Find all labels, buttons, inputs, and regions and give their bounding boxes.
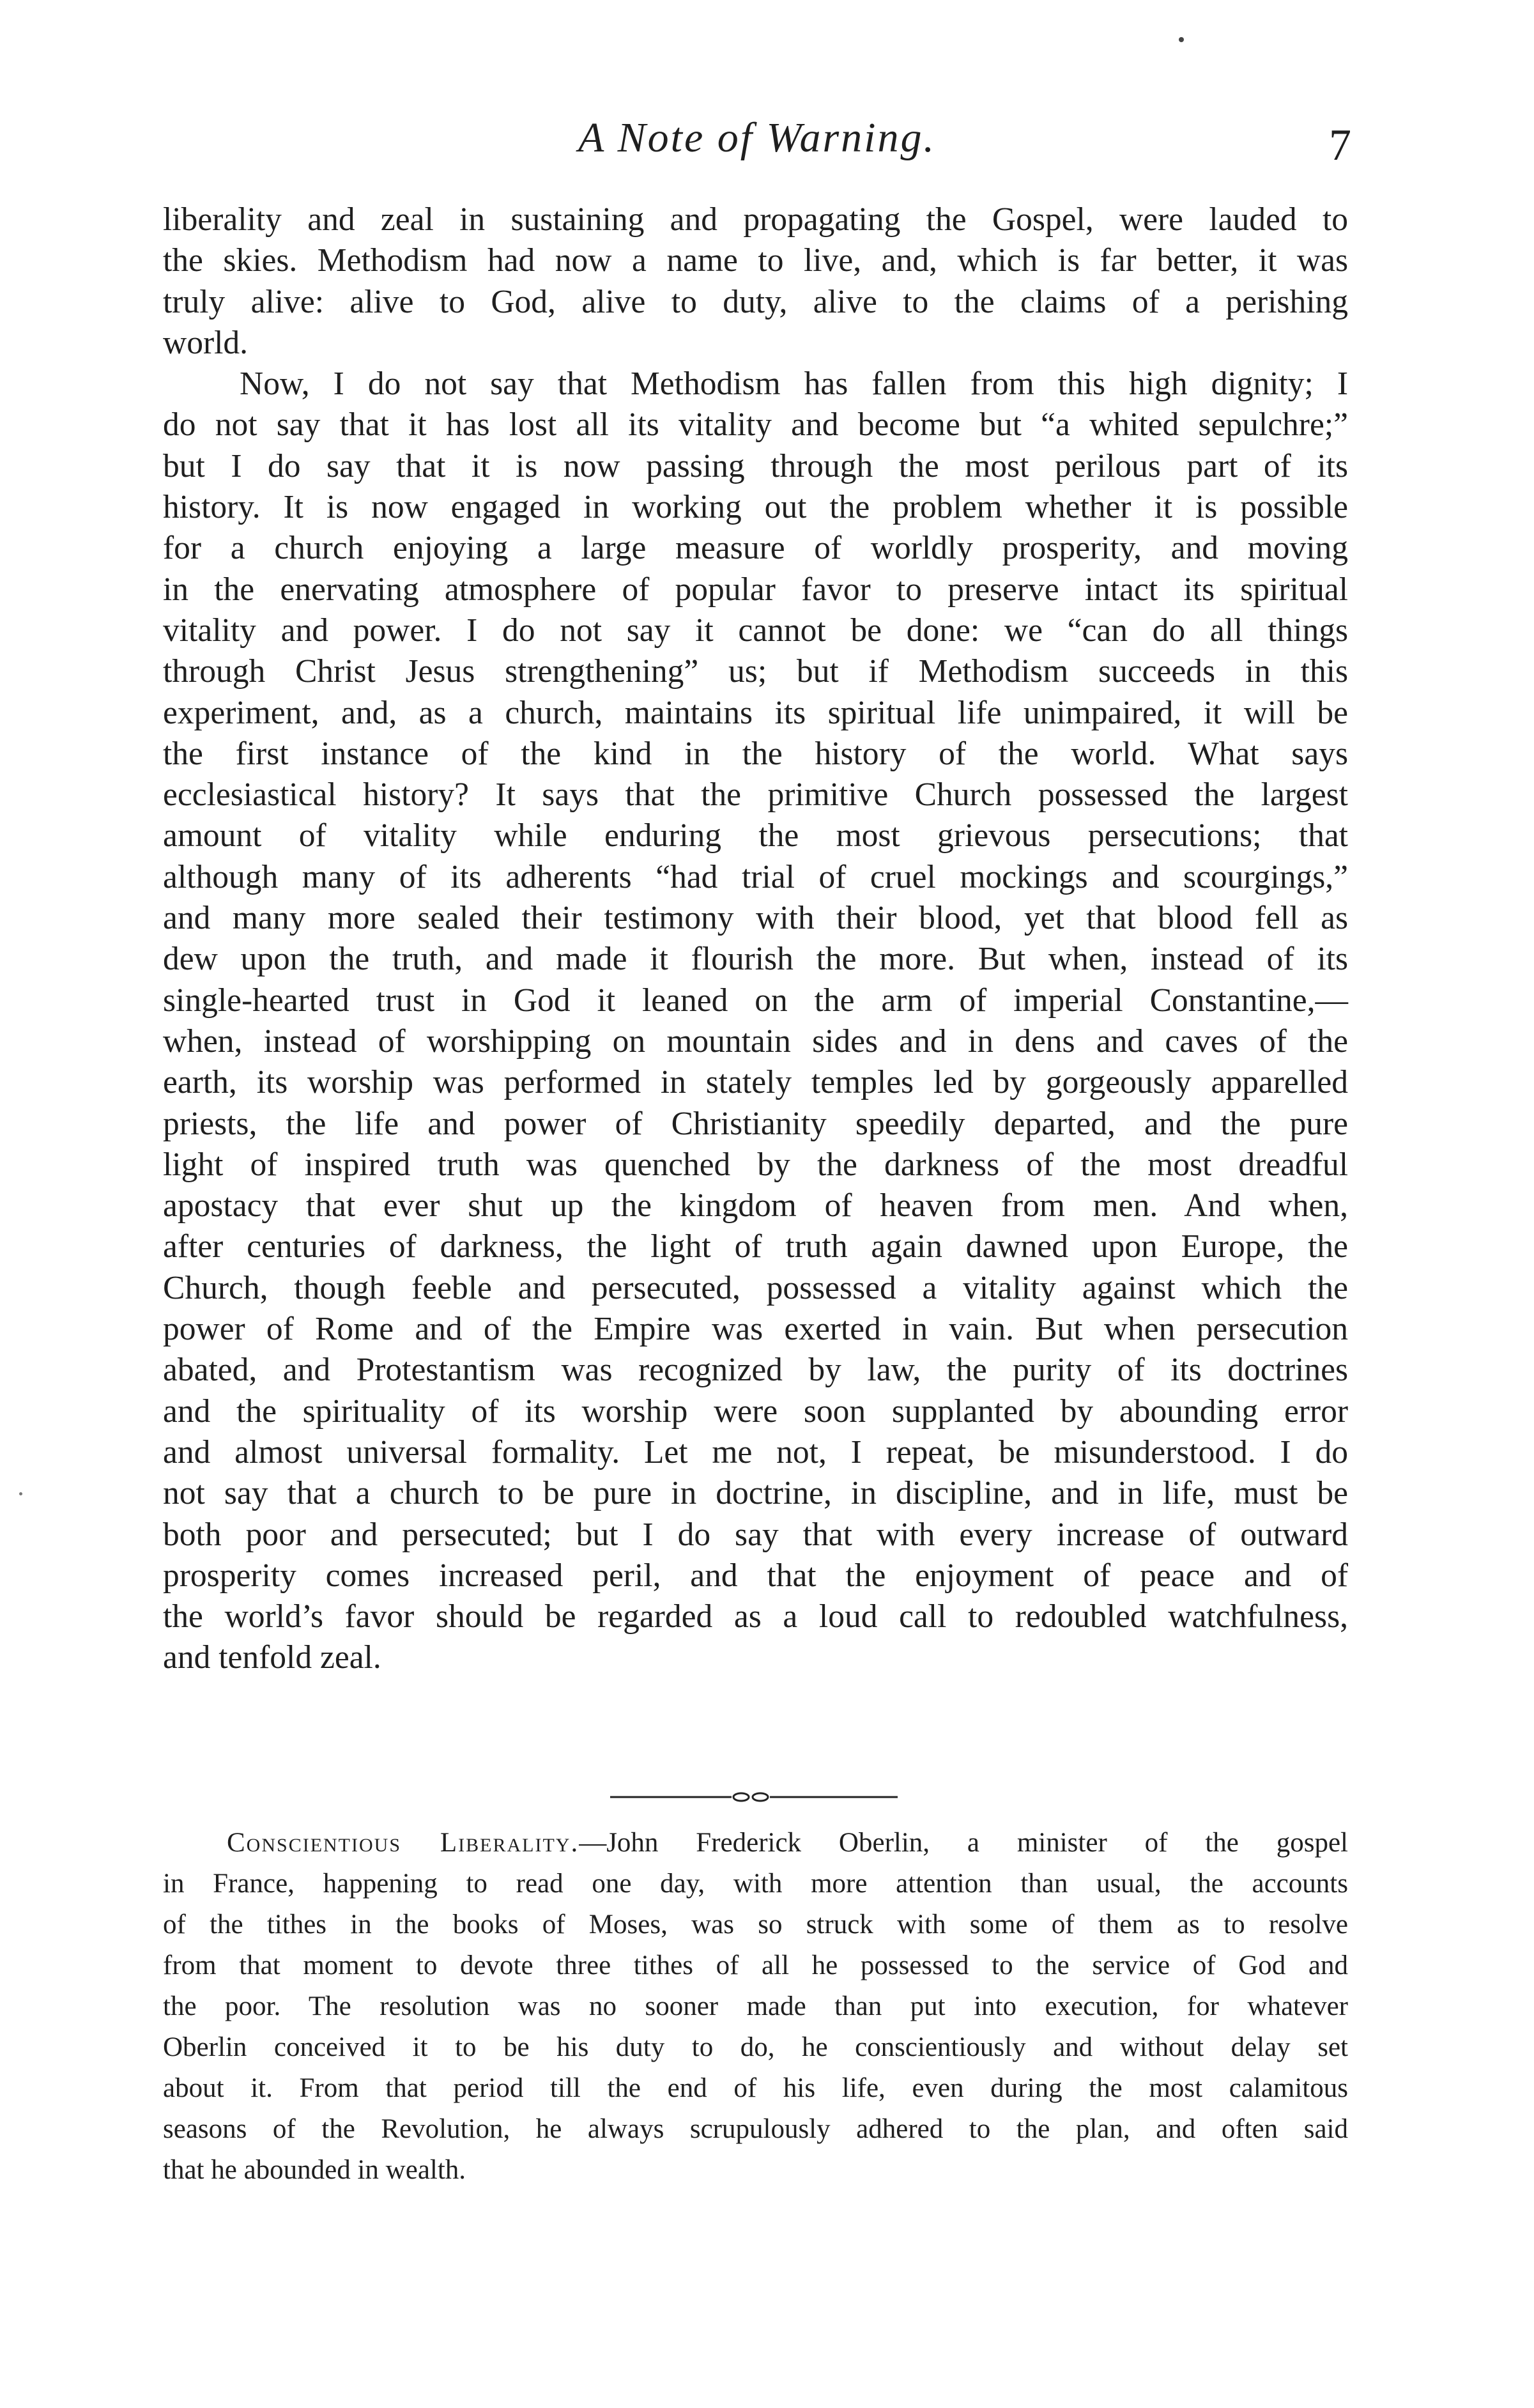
text-line: and almost universal formality. Let me not, I repeat, be misunderstood. I do bbox=[163, 1433, 1348, 1470]
text-line: apostacy that ever shut up the kingdom of heaven from men. And when, bbox=[163, 1187, 1348, 1224]
footnote-heading: Conscientious Liberality. bbox=[227, 1828, 579, 1858]
text-line: after centuries of darkness, the light of truth again dawned upon Europe, the bbox=[163, 1228, 1348, 1265]
text-line: Now, I do not say that Methodism has fallen from this high dignity; I bbox=[240, 366, 1348, 403]
text-line: do not say that it has lost all its vitality and become but “a whited sepulchre;” bbox=[163, 406, 1348, 444]
text-line: not say that a church to be pure in doctrine, in discipline, and in life, must be bbox=[163, 1475, 1348, 1512]
text-line: ecclesiastical history? It says that the primitive Church possessed the largest bbox=[163, 776, 1348, 814]
ink-speck bbox=[19, 1492, 22, 1495]
footnote-line: seasons of the Revolution, he always scrupulously adhered to the plan, and often said bbox=[163, 2114, 1348, 2144]
footnote-line bbox=[163, 1823, 1348, 1864]
main-text bbox=[163, 199, 1348, 1679]
text-line: and many more sealed their testimony with their blood, yet that blood fell as bbox=[163, 900, 1348, 937]
text-line: the skies. Methodism had now a name to live, and, which is far better, it was bbox=[163, 242, 1348, 279]
running-title: A Note of Warning. bbox=[578, 114, 937, 161]
text-line: both poor and persecuted; but I do say that with every increase of outward bbox=[163, 1516, 1348, 1553]
footnote-line: Oberlin conceived it to be his duty to do, he conscientiously and without delay set bbox=[163, 2032, 1348, 2062]
page-header bbox=[163, 114, 1351, 184]
text-line: abated, and Protestantism was recognized by law, the purity of its doctrines bbox=[163, 1352, 1348, 1389]
text-line: vitality and power. I do not say it cannot be done: we “can do all things bbox=[163, 612, 1348, 649]
ink-speck bbox=[1179, 37, 1184, 42]
footnote-line: the poor. The resolution was no sooner made than put into execution, for whatever bbox=[163, 1991, 1348, 2021]
text-line: and tenfold zeal. bbox=[163, 1639, 381, 1676]
text-line: earth, its worship was performed in stately temples led by gorgeously apparelled bbox=[163, 1064, 1348, 1101]
footnote-line: from that moment to devote three tithes of all he possessed to the service of God and bbox=[163, 1950, 1348, 1980]
text-line: but I do say that it is now passing through the most perilous part of its bbox=[163, 447, 1348, 484]
text-line: amount of vitality while enduring the most grievous persecutions; that bbox=[163, 817, 1348, 854]
text-line: single-hearted trust in God it leaned on the arm of imperial Constantine,— bbox=[163, 982, 1348, 1019]
footnote-line: in France, happening to read one day, with more attention than usual, the accounts bbox=[163, 1869, 1348, 1899]
text-line: in the enervating atmosphere of popular favor to preserve intact its spiritual bbox=[163, 571, 1348, 608]
text-line: liberality and zeal in sustaining and propagating the Gospel, were lauded to bbox=[163, 201, 1348, 238]
text-line: when, instead of worshipping on mountain sides and in dens and caves of the bbox=[163, 1023, 1348, 1060]
text-line: power of Rome and of the Empire was exerted in vain. But when persecution bbox=[163, 1311, 1348, 1348]
text-line: truly alive: alive to God, alive to duty, alive to the claims of a perishing bbox=[163, 283, 1348, 320]
text-line: and the spirituality of its worship were soon supplanted by abounding error bbox=[163, 1393, 1348, 1430]
text-line: the first instance of the kind in the history of the world. What says bbox=[163, 735, 1348, 772]
text-line: history. It is now engaged in working out the problem whether it is possible bbox=[163, 489, 1348, 526]
text-line: world. bbox=[163, 324, 249, 361]
text-line: the world’s favor should be regarded as a loud call to redoubled watchfulness, bbox=[163, 1598, 1348, 1635]
text-line: although many of its adherents “had trial of cruel mockings and scourgings,” bbox=[163, 858, 1348, 895]
page-number: 7 bbox=[1329, 121, 1351, 170]
text-line: light of inspired truth was quenched by the darkness of the most dreadful bbox=[163, 1146, 1348, 1183]
text-line: priests, the life and power of Christianity speedily departed, and the pure bbox=[163, 1105, 1348, 1142]
text-line: dew upon the truth, and made it flourish the more. But when, instead of its bbox=[163, 941, 1348, 978]
footnote-line-text: —John Frederick Oberlin, a minister of the gospel bbox=[579, 1828, 1348, 1858]
section-divider-ornament bbox=[610, 1789, 898, 1805]
text-line: prosperity comes increased peril, and that the enjoyment of peace and of bbox=[163, 1557, 1348, 1594]
text-line: experiment, and, as a church, maintains its spiritual life unimpaired, it will be bbox=[163, 694, 1348, 731]
footnote-line: of the tithes in the books of Moses, was so struck with some of them as to resolve bbox=[163, 1910, 1348, 1940]
footnote-line: that he abounded in wealth. bbox=[163, 2155, 466, 2185]
text-line: Church, though feeble and persecuted, possessed a vitality against which the bbox=[163, 1269, 1348, 1306]
text-line: for a church enjoying a large measure of worldly prosperity, and moving bbox=[163, 530, 1348, 567]
footnote-anecdote bbox=[163, 1823, 1348, 2191]
text-line: through Christ Jesus strengthening” us; but if Methodism succeeds in this bbox=[163, 653, 1348, 690]
footnote-line: about it. From that period till the end of his life, even during the most calamitous bbox=[163, 2073, 1348, 2103]
